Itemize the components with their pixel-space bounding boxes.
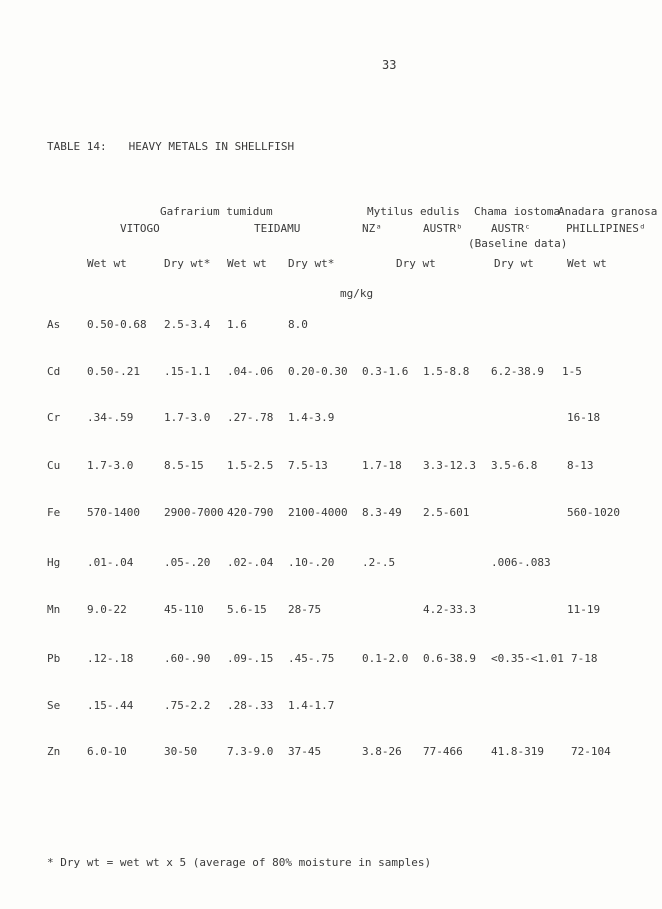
cell-cd-austr-b: 1.5-8.8 (423, 365, 470, 378)
baseline-note: (Baseline data) (468, 237, 568, 250)
measure-dry-vitogo: Dry wt* (164, 257, 211, 270)
cell-as-teidamu-dry: 8.0 (288, 318, 308, 331)
cell-cu-phillipines: 8-13 (567, 459, 594, 472)
cell-hg-vitogo-wet: .01-.04 (87, 556, 134, 569)
cell-zn-teidamu-wet: 7.3-9.0 (227, 745, 274, 758)
cell-pb-teidamu-dry: .45-.75 (288, 652, 335, 665)
measure-wet-anadara: Wet wt (567, 257, 607, 270)
measure-dry-mytilus: Dry wt (396, 257, 436, 270)
cell-se-teidamu-dry: 1.4-1.7 (288, 699, 335, 712)
location-teidamu: TEIDAMU (254, 222, 301, 235)
cell-hg-vitogo-dry: .05-.20 (164, 556, 211, 569)
cell-fe-vitogo-dry: 2900-7000 (164, 506, 224, 519)
cell-zn-austr-b: 77-466 (423, 745, 463, 758)
metal-cr: Cr (47, 411, 61, 424)
metal-zn: Zn (47, 745, 61, 758)
cell-cu-vitogo-dry: 8.5-15 (164, 459, 204, 472)
page-number: 33 (382, 58, 397, 72)
cell-fe-teidamu-wet: 420-790 (227, 506, 274, 519)
cell-mn-vitogo-wet: 9.0-22 (87, 603, 127, 616)
cell-cu-teidamu-dry: 7.5-13 (288, 459, 328, 472)
cell-cr-vitogo-wet: .34-.59 (87, 411, 134, 424)
cell-pb-austr-b: 0.6-38.9 (423, 652, 476, 665)
cell-fe-teidamu-dry: 2100-4000 (288, 506, 348, 519)
species-anadara: Anadara granosa (558, 205, 658, 218)
cell-cr-phillipines: 16-18 (567, 411, 601, 424)
cell-se-vitogo-dry: .75-2.2 (164, 699, 211, 712)
cell-zn-teidamu-dry: 37-45 (288, 745, 322, 758)
cell-fe-phillipines: 560-1020 (567, 506, 620, 519)
cell-mn-teidamu-dry: 28-75 (288, 603, 322, 616)
table-heading: HEAVY METALS IN SHELLFISH (128, 140, 295, 153)
cell-cd-vitogo-dry: .15-1.1 (164, 365, 211, 378)
cell-cd-vitogo-wet: 0.50-.21 (87, 365, 140, 378)
species-chama: Chama iostoma (474, 205, 561, 218)
cell-zn-austr-c: 41.8-319 (491, 745, 544, 758)
metal-cd: Cd (47, 365, 61, 378)
cell-mn-vitogo-dry: 45-110 (164, 603, 204, 616)
metal-as: As (47, 318, 61, 331)
cell-hg-teidamu-dry: .10-.20 (288, 556, 335, 569)
cell-as-teidamu-wet: 1.6 (227, 318, 247, 331)
metal-mn: Mn (47, 603, 61, 616)
location-phillipines: PHILLIPINESᵈ (566, 222, 646, 235)
measure-wet-teidamu: Wet wt (227, 257, 267, 270)
cell-hg-teidamu-wet: .02-.04 (227, 556, 274, 569)
cell-fe-austr-b: 2.5-601 (423, 506, 470, 519)
metal-cu: Cu (47, 459, 61, 472)
cell-pb-vitogo-wet: .12-.18 (87, 652, 134, 665)
cell-cd-teidamu-dry: 0.20-0.30 (288, 365, 348, 378)
species-gafrarium: Gafrarium tumidum (160, 205, 273, 218)
cell-cu-austr-b: 3.3-12.3 (423, 459, 476, 472)
location-austr-c: AUSTRᶜ (491, 222, 531, 235)
metal-fe: Fe (47, 506, 61, 519)
cell-cd-austr-c: 6.2-38.9 (491, 365, 544, 378)
species-mytilus: Mytilus edulis (367, 205, 460, 218)
cell-se-teidamu-wet: .28-.33 (227, 699, 274, 712)
cell-pb-nz: 0.1-2.0 (362, 652, 409, 665)
units-label: mg/kg (340, 287, 374, 300)
cell-cr-vitogo-dry: 1.7-3.0 (164, 411, 211, 424)
measure-dry-teidamu: Dry wt* (288, 257, 335, 270)
measure-dry-chama: Dry wt (494, 257, 534, 270)
table-label: TABLE 14: (47, 140, 107, 153)
cell-se-vitogo-wet: .15-.44 (87, 699, 134, 712)
location-nz: NZᵃ (362, 222, 382, 235)
metal-pb: Pb (47, 652, 61, 665)
cell-mn-teidamu-wet: 5.6-15 (227, 603, 267, 616)
cell-cu-vitogo-wet: 1.7-3.0 (87, 459, 134, 472)
location-vitogo: VITOGO (120, 222, 160, 235)
cell-cu-teidamu-wet: 1.5-2.5 (227, 459, 274, 472)
cell-zn-vitogo-dry: 30-50 (164, 745, 198, 758)
location-austr-b: AUSTRᵇ (423, 222, 463, 235)
cell-fe-vitogo-wet: 570-1400 (87, 506, 140, 519)
cell-hg-austr-c: .006-.083 (491, 556, 551, 569)
cell-mn-austr-b: 4.2-33.3 (423, 603, 476, 616)
cell-cd-nz: 0.3-1.6 (362, 365, 409, 378)
cell-as-vitogo-dry: 2.5-3.4 (164, 318, 211, 331)
cell-zn-phillipines: 72-104 (571, 745, 611, 758)
cell-hg-nz: .2-.5 (362, 556, 396, 569)
cell-cd-teidamu-wet: .04-.06 (227, 365, 274, 378)
cell-fe-nz: 8.3-49 (362, 506, 402, 519)
cell-pb-teidamu-wet: .09-.15 (227, 652, 274, 665)
cell-cr-teidamu-wet: .27-.78 (227, 411, 274, 424)
cell-as-vitogo-wet: 0.50-0.68 (87, 318, 147, 331)
footnote: * Dry wt = wet wt x 5 (average of 80% moisture in samples) (47, 856, 432, 869)
measure-wet-vitogo: Wet wt (87, 257, 127, 270)
metal-hg: Hg (47, 556, 61, 569)
cell-cr-teidamu-dry: 1.4-3.9 (288, 411, 335, 424)
table-title (47, 140, 294, 153)
cell-pb-vitogo-dry: .60-.90 (164, 652, 211, 665)
metal-se: Se (47, 699, 61, 712)
cell-zn-vitogo-wet: 6.0-10 (87, 745, 127, 758)
cell-cu-austr-c: 3.5-6.8 (491, 459, 538, 472)
cell-pb-austr-c: <0.35-<1.01 (491, 652, 564, 665)
cell-cu-nz: 1.7-18 (362, 459, 402, 472)
cell-mn-phillipines: 11-19 (567, 603, 601, 616)
cell-pb-phillipines: 7-18 (571, 652, 598, 665)
cell-cd-phillipines: 1-5 (562, 365, 582, 378)
cell-zn-nz: 3.8-26 (362, 745, 402, 758)
